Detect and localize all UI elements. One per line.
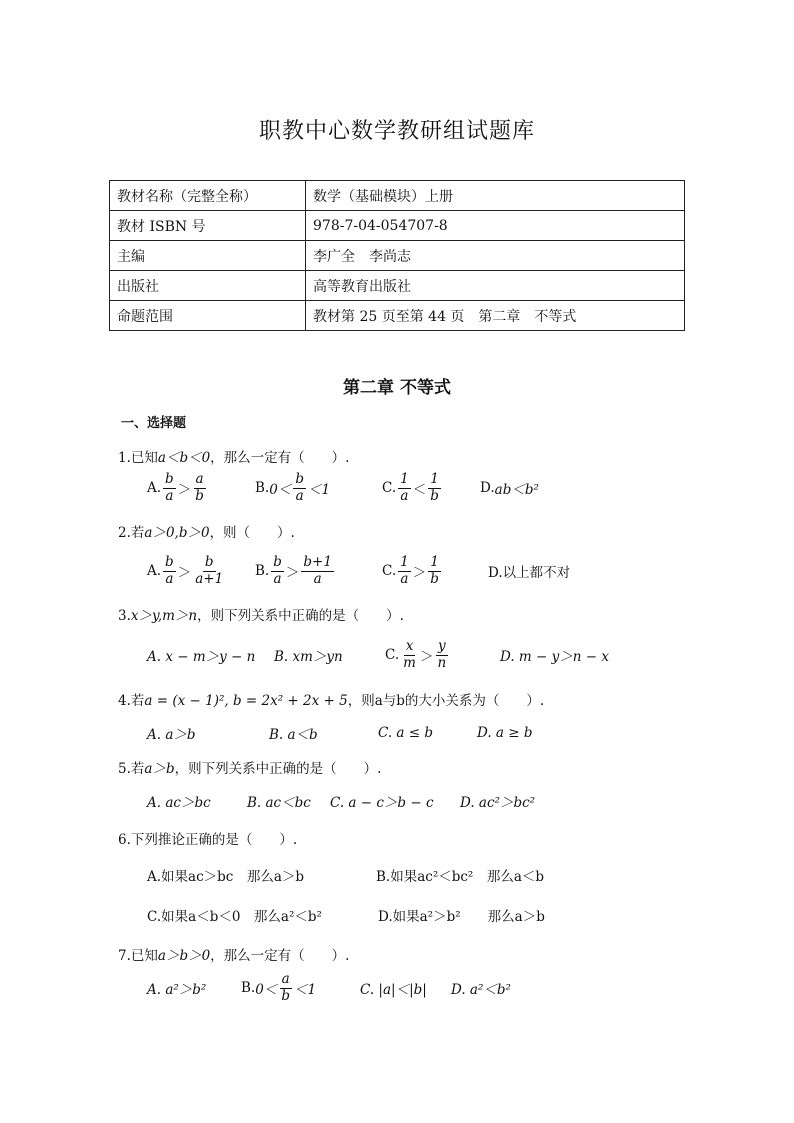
math-fragment: ，则下列关系中正确的是（ ）. (197, 608, 404, 624)
table-value: 李广全 李尚志 (306, 241, 685, 271)
table-key: 教材 ISBN 号 (110, 211, 306, 241)
option-a (147, 791, 211, 811)
question-2 (118, 521, 295, 541)
math-fragment (301, 555, 334, 587)
math-fragment: b (204, 553, 214, 570)
question-6 (118, 828, 297, 848)
math-fragment: 0＜ (255, 982, 278, 998)
math-fragment: b (295, 470, 304, 487)
fraction (163, 472, 176, 504)
option-c (360, 978, 427, 998)
table-key: 命题范围 (110, 301, 306, 331)
math-fragment: a (281, 970, 290, 987)
fraction (398, 472, 411, 504)
option-b (241, 972, 316, 1004)
math-fragment: A. a²＞b² (147, 982, 207, 998)
math-fragment: a (313, 570, 322, 587)
question-1 (118, 446, 349, 466)
math-fragment: A. (147, 563, 162, 579)
math-fragment: 1 (430, 553, 439, 570)
math-fragment: ＞ (412, 565, 427, 581)
math-fragment: x (405, 637, 414, 654)
math-fragment (110, 181, 685, 331)
math-fragment: m (403, 654, 416, 671)
option-a (147, 723, 196, 743)
table-key: 教材名称（完整全称） (110, 181, 306, 211)
math-fragment: C. a ≤ b (378, 725, 434, 741)
math-fragment: a＞0,b＞0 (144, 525, 210, 541)
math-fragment: 4.若 (118, 693, 145, 709)
option-d (378, 905, 545, 925)
math-fragment: ＞ (285, 565, 300, 581)
math-fragment: b+1 (303, 553, 332, 570)
option-d (480, 478, 539, 498)
math-fragment: ＜1 (293, 982, 317, 998)
math-fragment: A. x − m＞y − n (147, 649, 256, 665)
math-fragment: ，则下列关系中正确的是（ ）. (174, 761, 382, 777)
option-c (382, 472, 443, 504)
math-fragment: B. (255, 563, 270, 579)
option-b (255, 555, 336, 587)
math-fragment: D. a²＜b² (451, 982, 511, 998)
math-fragment: C. |a|＜|b| (360, 982, 427, 998)
option-c (330, 791, 434, 811)
math-fragment: ab＜b² (494, 482, 539, 498)
option-a (147, 978, 206, 998)
option-d (488, 561, 570, 581)
option-b (376, 865, 544, 885)
table-row (110, 301, 685, 331)
math-fragment: y (437, 637, 446, 654)
math-fragment: B. ac＜bc (247, 795, 311, 811)
question-7 (118, 944, 349, 964)
math-fragment: A.如果ac＞bc 那么a＞b (147, 869, 305, 885)
option-d (460, 791, 535, 811)
math-fragment: 0＜ (269, 482, 292, 498)
math-fragment (163, 555, 176, 587)
math-fragment: b (165, 470, 174, 487)
table-row (110, 241, 685, 271)
fraction (428, 472, 441, 504)
fraction (193, 472, 206, 504)
math-fragment: a (165, 570, 174, 587)
option-label: D. (480, 480, 495, 496)
option-b (274, 645, 343, 665)
option-c (385, 639, 450, 671)
math-fragment (435, 639, 448, 671)
math-fragment: ＞ (419, 649, 434, 665)
fraction (293, 472, 306, 504)
table-value: 978-7-04-054707-8 (306, 211, 685, 241)
table-key: 出版社 (110, 271, 306, 301)
table-row (110, 271, 685, 301)
operator: ＞ (177, 482, 192, 498)
math-fragment: C. (385, 647, 400, 663)
option-c (382, 555, 443, 587)
option-a (147, 555, 227, 587)
math-fragment: 1 (400, 470, 409, 487)
math-fragment: x＞y,m＞n (130, 608, 198, 624)
math-fragment: D.以上都不对 (488, 565, 571, 581)
math-fragment (398, 555, 411, 587)
math-fragment: b (430, 570, 439, 587)
math-fragment: a (400, 487, 409, 504)
table-value: 教材第 25 页至第 44 页 第二章 不等式 (306, 301, 685, 331)
math-fragment: a (165, 487, 174, 504)
math-fragment (401, 639, 418, 671)
math-fragment: a = (x − 1)², b = 2x² + 2x + 5 (144, 693, 348, 709)
math-fragment: a (195, 470, 204, 487)
math-fragment: 6.下列推论正确的是（ ）. (118, 832, 298, 848)
page-title: 职教中心数学教研组试题库 (258, 119, 535, 144)
math-fragment: B. a＜b (269, 727, 318, 743)
table-value: 高等教育出版社 (306, 271, 685, 301)
table-key: 主编 (110, 241, 306, 271)
math-fragment: a (273, 570, 282, 587)
math-fragment (279, 972, 292, 1004)
math-fragment: B. xm＞yn (274, 649, 343, 665)
math-fragment: ＜ (412, 482, 427, 498)
math-fragment: ，则（ ）. (209, 525, 295, 541)
math-fragment: 5.若 (118, 761, 145, 777)
math-fragment: C. (382, 563, 397, 579)
math-fragment: 2.若 (118, 525, 145, 541)
math-fragment: A. a＞b (147, 727, 196, 743)
option-a (147, 645, 255, 665)
stem-text: 1.已知 (118, 450, 158, 466)
option-a (147, 472, 208, 504)
option-c (378, 725, 433, 741)
option-a (147, 865, 304, 885)
info-table (109, 180, 685, 331)
option-d (500, 645, 609, 665)
math-fragment: A. ac＞bc (147, 795, 211, 811)
math-fragment: B. (241, 980, 256, 996)
option-label: A. (147, 480, 162, 496)
stem-math: a＜b＜0 (157, 450, 211, 466)
math-fragment: a＞b＞0 (157, 948, 211, 964)
question-5 (118, 757, 381, 777)
math-fragment: a (400, 570, 409, 587)
option-label: B. (255, 480, 270, 496)
option-b (255, 472, 330, 504)
option-c (147, 905, 322, 925)
math-fragment: ，则a与b的大小关系为（ ）. (347, 693, 545, 709)
math-fragment (428, 555, 441, 587)
math-fragment: D. a ≥ b (477, 725, 533, 741)
option-label: C. (382, 480, 397, 496)
math-fragment: 7.已知 (118, 948, 158, 964)
math-fragment: 3. (118, 608, 131, 624)
math-fragment: ＜1 (307, 482, 331, 498)
table-row (110, 181, 685, 211)
math-fragment (271, 555, 284, 587)
math-fragment: D.如果a²＞b² 那么a＞b (378, 909, 545, 925)
math-fragment: n (437, 654, 447, 671)
chapter-title: 第二章 不等式 (343, 378, 451, 398)
math-fragment: ＞ (177, 565, 192, 581)
option-d (451, 978, 511, 998)
option-b (269, 723, 318, 743)
math-fragment: b (281, 987, 290, 1004)
math-fragment: b (165, 553, 174, 570)
math-fragment: D. ac²＞bc² (460, 795, 536, 811)
math-fragment: a＞b (144, 761, 175, 777)
option-b (247, 791, 311, 811)
question-4 (118, 689, 544, 709)
question-3 (118, 604, 404, 624)
math-fragment: ，那么一定有（ ）. (210, 948, 350, 964)
math-fragment: D. m − y＞n − x (500, 649, 609, 665)
math-fragment: C. a − c＞b − c (330, 795, 434, 811)
math-fragment: C.如果a＜b＜0 那么a²＜b² (147, 909, 322, 925)
option-d (477, 725, 533, 741)
section-title: 一、选择题 (121, 416, 187, 431)
math-fragment: 1 (400, 553, 409, 570)
math-fragment: B.如果ac²＜bc² 那么a＜b (376, 869, 545, 885)
table-row (110, 211, 685, 241)
stem-text: ，那么一定有（ ）. (210, 450, 350, 466)
table-value: 数学（基础模块）上册 (306, 181, 685, 211)
math-fragment: 1 (430, 470, 439, 487)
math-fragment: b (273, 553, 282, 570)
math-fragment: a (295, 487, 304, 504)
math-fragment (193, 555, 225, 587)
math-fragment: b (430, 487, 439, 504)
math-fragment: a+1 (195, 570, 224, 587)
math-fragment: b (195, 487, 204, 504)
